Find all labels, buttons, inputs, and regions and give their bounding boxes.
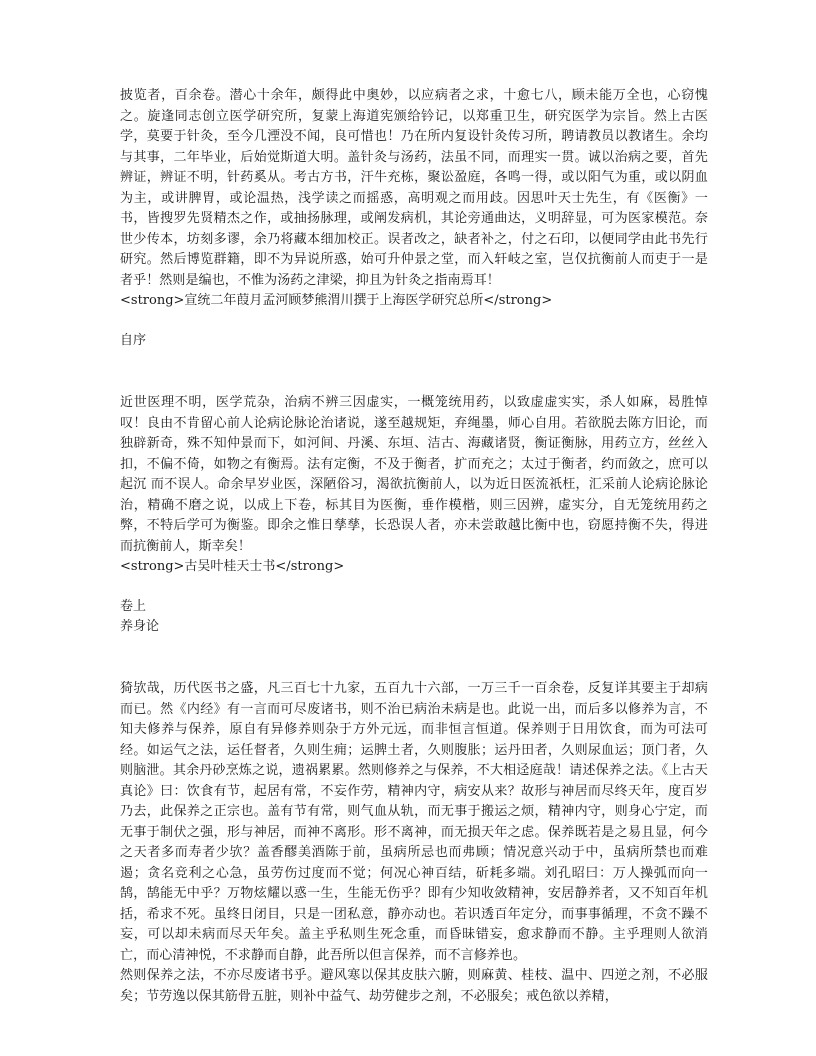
spacer (120, 637, 708, 679)
spacer (120, 311, 708, 331)
self-preface-signature: <strong>古吴叶桂天士书</strong> (120, 559, 345, 574)
self-preface-title: 自序 (120, 333, 147, 348)
section-body-paragraph-1: 猗欤哉，历代医书之盛，凡三百七十九家，五百九十六部，一万三千一百余卷，反复详其要主于却病而已。然《内经》有一言而可尽废诸书，则不治已病治未病是也。此说一出，而后多以修养为言，不知夫修养与保养，原自有异修养则杂于方外元远，而非恒言恒道。保养则于日用饮食，而为可法可经。如运气之法，运任督者，久则生痈；运脾土者，久则腹胀；运丹田者，久则尿血运；顶门者，久则脑泄。其余丹砂烹炼之说，遗祸累累。然则修养之与保养，不大相迳庭哉！请述保养之法。《上古天真论》曰：饮食有节，起居有常，不妄作劳，精神内守，病安从来？故形与神居而尽终天年，度百岁乃去，此保养之正宗也。盖有节有常，则气血从轨，而无事于搬运之烦，精神内守，则身心宁定，而无事于制伏之强，形与神居，而神不离形。形不离神，而无损天年之虑。保养既若是之易且显，何今之天者多而寿者少欤？盖香醪美酒陈于前，虽病所忌也而弗顾；情况意兴动于中，虽病所禁也而难遏；贪名竞利之心急，虽劳伤过度而不觉；何况心神百结，斫耗多端。刘孔昭曰：万人操弧而向一鹄，鹄能无中乎？万物炫耀以惑一生，生能无伤乎？即有少知收敛精神，安居静养者，又不知百年机括，希求不死。虽终日闭目，只是一团私意，静亦动也。若识透百年定分，而事事循理，不贪不躁不妄，可以却未病而尽天年矣。盖主乎私则生死念重，而昏昧错妄，愈求静而不静。主乎理则人欲消亡，而心清神悦，不求静而自静，此吾所以但言保养，而不言修养也。 (120, 681, 708, 963)
section-title: 养身论 (120, 619, 160, 634)
preface-body: 披览者，百余卷。潜心十余年，颇得此中奥妙，以应病者之求，十愈七八，顾未能万全也，心窃愧之。旋逢同志创立医学研究所，复蒙上海道宪颁给钤记，以郑重卫生，研究医学为宗旨。然上古医学，莫要于针灸，至今几湮没不闻，良可惜也！乃在所内复设针灸传习所，聘请教员以教诸生。余均与其事，二年毕业，后始觉斯道大明。盖针灸与汤药，法虽不同，而理实一贯。诚以治病之要，首先辨证，辨证不明，针药奚从。考古方书，汗牛充栋，聚讼盈庭，各鸣一得，或以阳气为重，或以阴血为主，或讲脾胃，或论温热，浅学读之而摇惑，高明观之而用歧。因思叶天士先生，有《医衡》一书，皆搜罗先贤精杰之作，或抽扬脉理，或阐发病机，其论旁通曲达，义明辞显，可为医家模范。奈世少传本，坊刻多谬，余乃将藏本细加校正。误者改之，缺者补之，付之石印，以便同学由此书先行研究。然后博览群籍，即不为异说所惑，始可升仲景之堂，而入轩岐之室，岂仅抗衡前人而吏于一是者乎！然则是编也，不惟为汤药之津梁，抑且为针灸之指南焉耳！ (120, 88, 708, 288)
preface-signature: <strong>宣统二年葭月孟河顾梦熊渭川撰于上海医学研究总所</strong> (120, 293, 553, 308)
volume-title: 卷上 (120, 599, 147, 614)
document-page (120, 86, 708, 1007)
section-body-paragraph-2: 然则保养之法，不亦尽废诸书乎。避风寒以保其皮肤六腑，则麻黄、桂枝、温中、四逆之剂，不必服矣；节劳逸以保其筋骨五脏，则补中益气、劫劳健步之剂，不必服矣；戒色欲以养精， (120, 968, 708, 1004)
self-preface-body: 近世医理不明，医学荒杂，治病不辨三因虚实，一概笼统用药，以致虚虚实实，杀人如麻，曷胜悼叹！良由不肯留心前人论病论脉论治诸说，遂至越规矩，弃绳墨，师心自用。若欲脱去陈方旧论，而独辟新奇，殊不知仲景而下，如河间、丹溪、东垣、洁古、海藏诸贤，衡证衡脉，用药立方，丝丝入扣，不偏不倚，如物之有衡焉。法有定衡，不及于衡者，扩而充之；太过于衡者，约而敛之，庶可以起沉 而不误人。命余早岁业医，深陋俗习，渴欲抗衡前人，以为近日医流祇枉，汇采前人论病论脉论治，精确不磨之说，以成上下卷，标其目为医衡，垂作模楷，则三因辨，虚实分，自无笼统用药之弊，不特后学可为衡鉴。即余之惟日孳孳，长恐误人者，亦未尝敢越比衡中也，窃愿持衡不失，得进而抗衡前人，斯幸矣！ (120, 395, 708, 554)
spacer (120, 351, 708, 393)
spacer (120, 577, 708, 597)
